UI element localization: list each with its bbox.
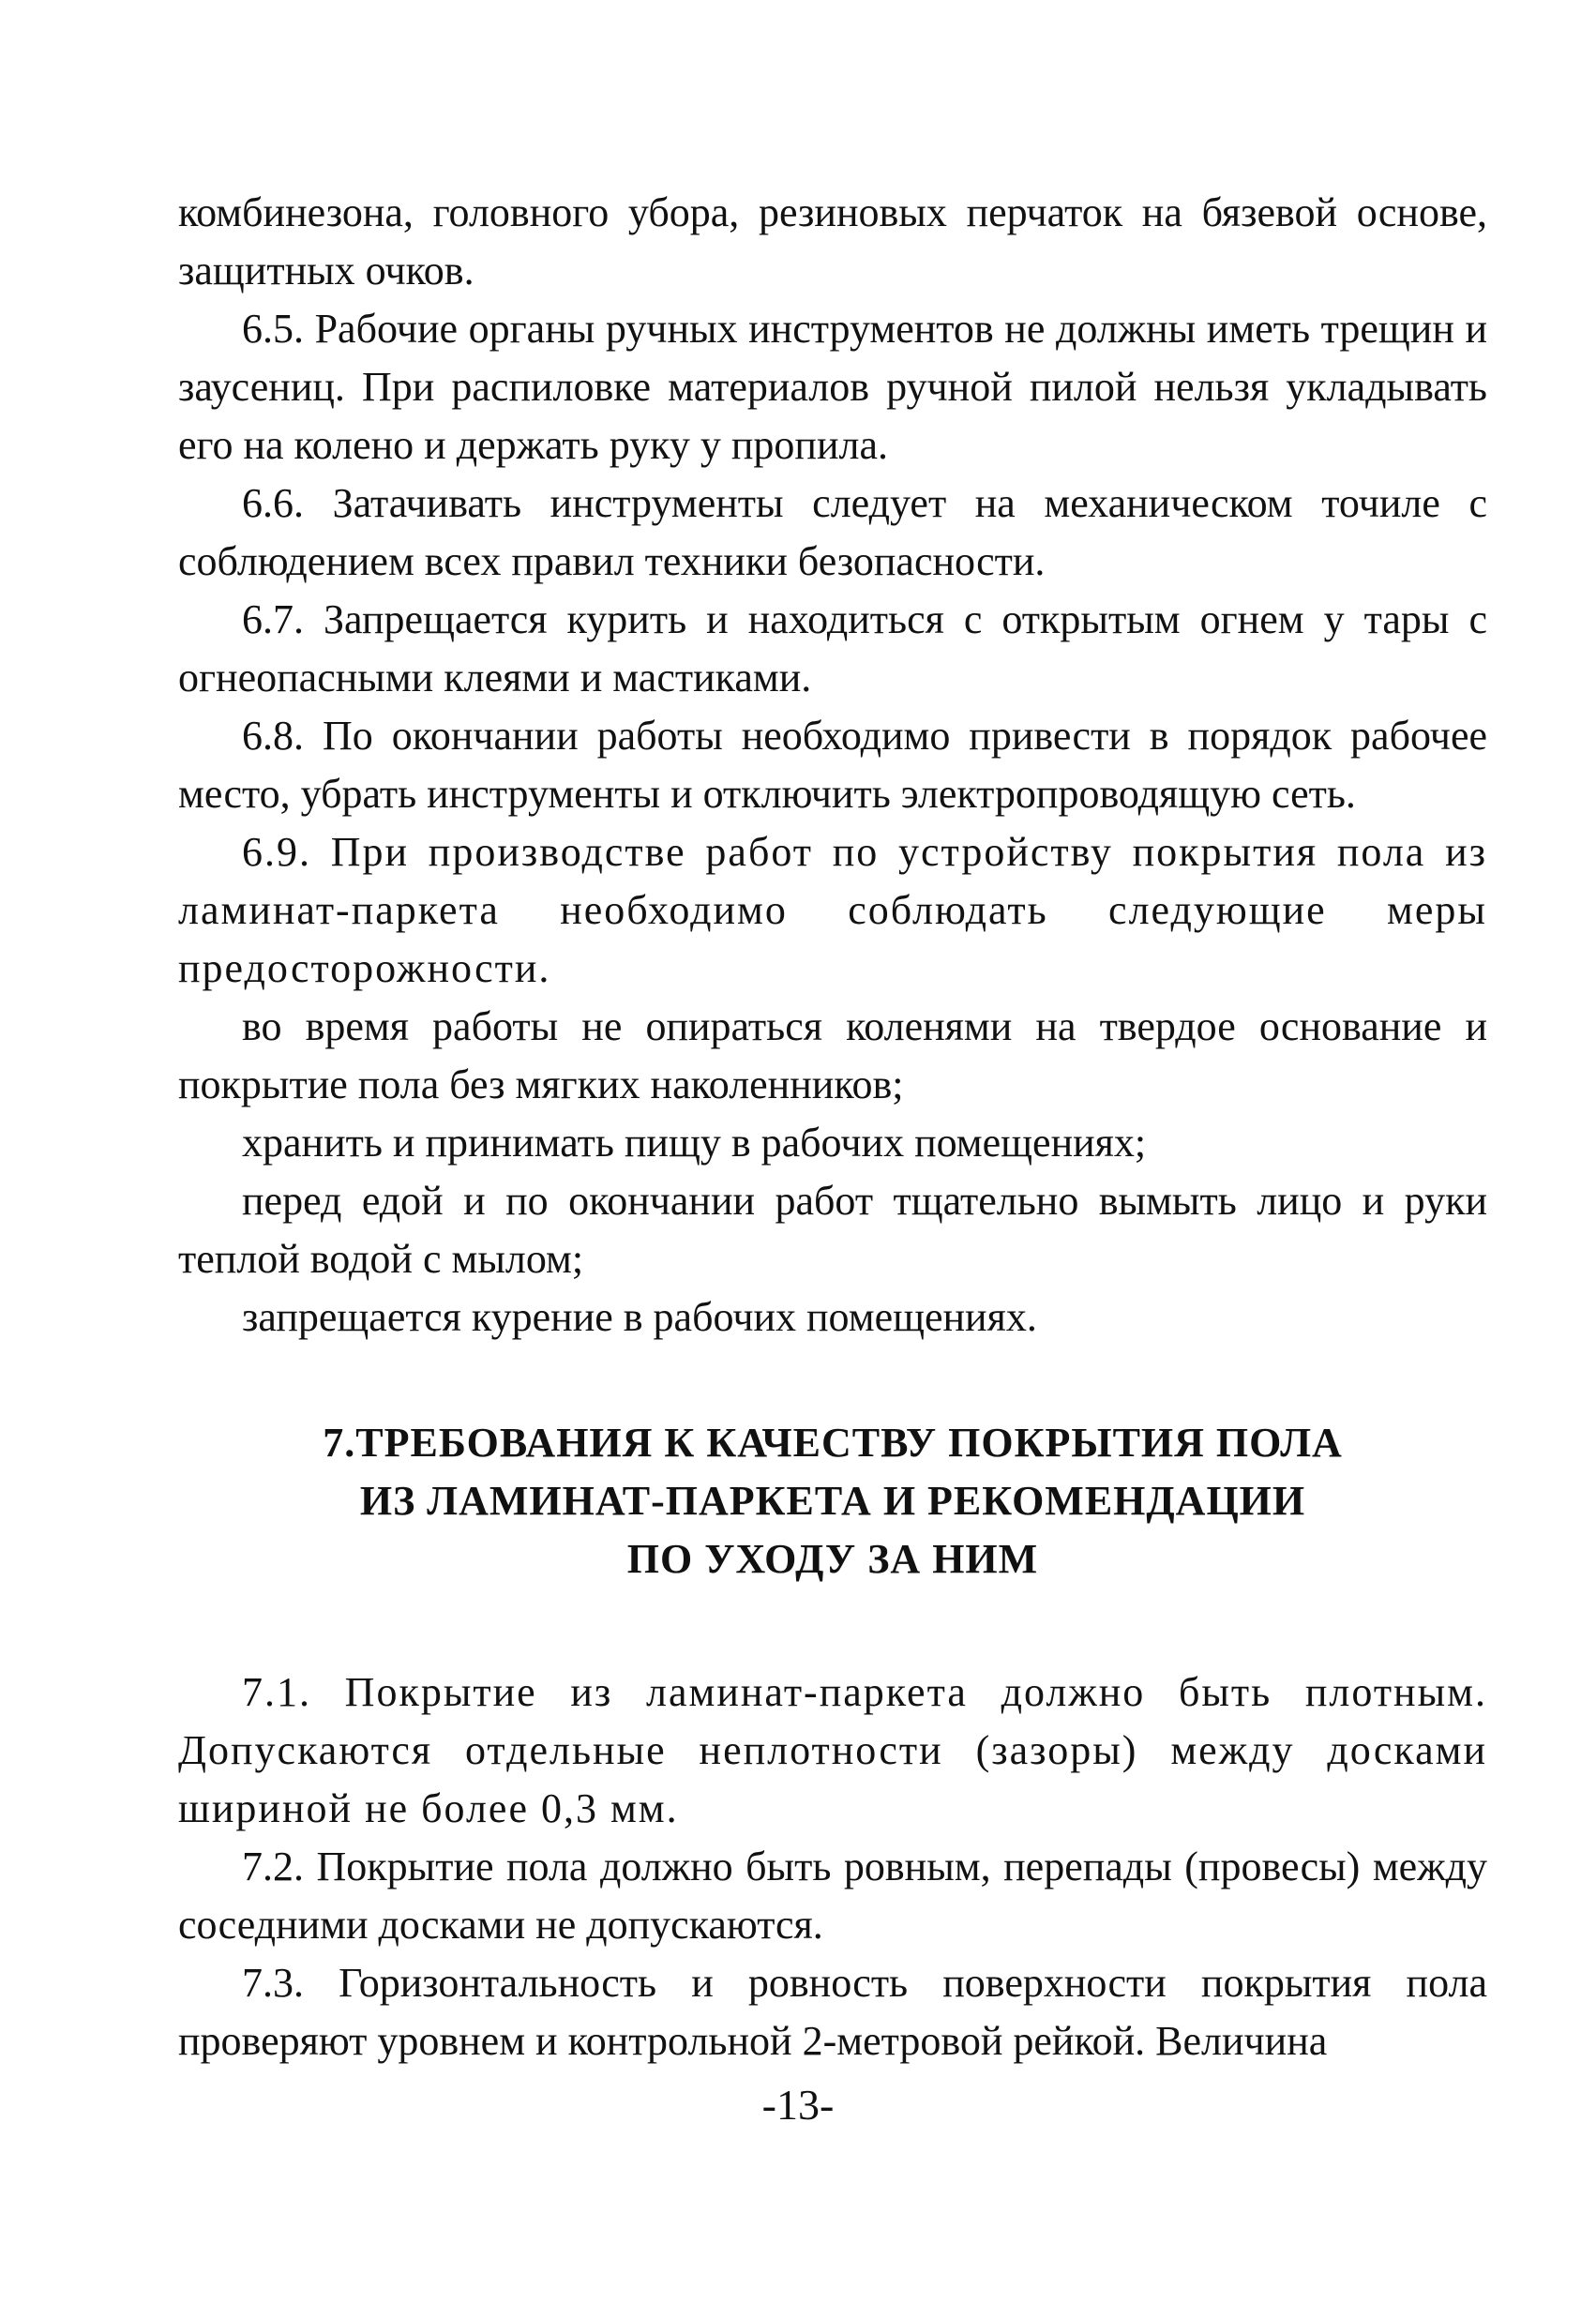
page-number: -13- bbox=[761, 2081, 835, 2129]
paragraph-6-6: 6.6. Затачивать инструменты следует на механическом точиле с соблюдением всех правил техники безопасности. bbox=[178, 480, 1487, 584]
paragraph-7-2: 7.2. Покрытие пола должно быть ровным, перепады (провесы) между соседними досками не допускаются. bbox=[178, 1844, 1487, 1948]
section-heading-line-3: ПО УХОДУ ЗА НИМ bbox=[626, 1536, 1039, 1582]
document-page bbox=[178, 184, 1487, 2070]
paragraph-6-9: 6.9. При производстве работ по устройству покрытия пола из ламинат-паркета необходимо соблюдать следующие меры предосторожности. bbox=[178, 829, 1487, 991]
paragraph-6-5: 6.5. Рабочие органы ручных инструментов не должны иметь трещин и заусениц. При распиловке материалов ручной пилой нельзя укладывать его на колено и держать руку у пропила. bbox=[178, 306, 1487, 468]
section-heading-line-1: 7.ТРЕБОВАНИЯ К КАЧЕСТВУ ПОКРЫТИЯ ПОЛА bbox=[323, 1420, 1343, 1466]
section-heading bbox=[178, 1414, 1487, 1588]
list-item-food: хранить и принимать пищу в рабочих помещениях; bbox=[242, 1120, 1147, 1166]
paragraph-7-3: 7.3. Горизонтальность и ровность поверхности покрытия пола проверяют уровнем и контрольной 2-метровой рейкой. Величина bbox=[178, 1960, 1487, 2064]
section-heading-line-2: ИЗ ЛАМИНАТ-ПАРКЕТА И РЕКОМЕНДАЦИИ bbox=[359, 1478, 1306, 1524]
list-item-smoking: запрещается курение в рабочих помещениях. bbox=[242, 1294, 1037, 1340]
list-item-knee-pads: во время работы не опираться коленями на твердое основание и покрытие пола без мягких наколенников; bbox=[178, 1003, 1487, 1107]
paragraph-continuation: комбинезона, головного убора, резиновых перчаток на бязевой основе, защитных очков. bbox=[178, 189, 1487, 294]
paragraph-6-8: 6.8. По окончании работы необходимо привести в порядок рабочее место, убрать инструменты и отключить электропроводящую сеть. bbox=[178, 713, 1487, 817]
list-item-wash: перед едой и по окончании работ тщательно вымыть лицо и руки теплой водой с мылом; bbox=[178, 1178, 1487, 1282]
paragraph-6-7: 6.7. Запрещается курить и находиться с открытым огнем у тары с огнеопасными клеями и мастиками. bbox=[178, 596, 1487, 700]
paragraph-7-1: 7.1. Покрытие из ламинат-паркета должно быть плотным. Допускаются отдельные неплотности (зазоры) между досками шириной не более 0,3 мм. bbox=[178, 1669, 1487, 1831]
